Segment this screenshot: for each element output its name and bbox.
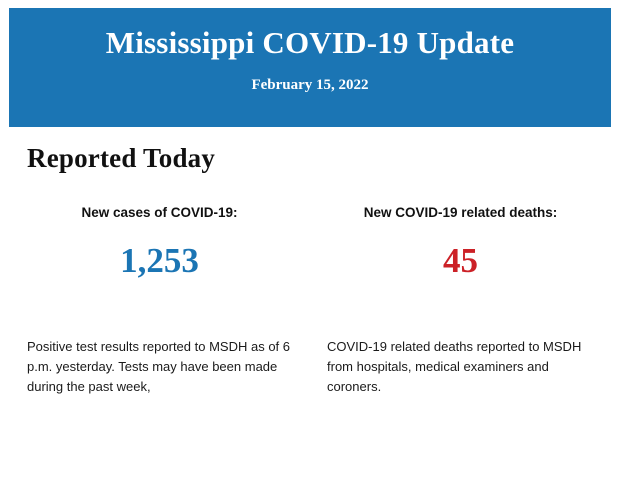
stat-new-deaths	[310, 205, 611, 281]
header-banner	[9, 8, 611, 127]
note-new-cases: Positive test results reported to MSDH as of 6 p.m. yesterday. Tests may have been made during the past week,	[27, 339, 290, 395]
stat-value-new-deaths: 45	[443, 241, 478, 281]
stats-row	[9, 205, 611, 281]
note-new-deaths: COVID-19 related deaths reported to MSDH from hospitals, medical examiners and coroners.	[327, 339, 582, 395]
page-title: Mississippi COVID-19 Update	[105, 25, 515, 60]
report-date: February 15, 2022	[251, 77, 369, 94]
section-heading: Reported Today	[27, 143, 216, 173]
stat-label-new-cases: New cases of COVID-19:	[81, 205, 238, 220]
stat-value-new-cases: 1,253	[120, 241, 199, 281]
stat-new-cases	[9, 205, 310, 281]
stat-label-new-deaths: New COVID-19 related deaths:	[363, 205, 558, 220]
notes-row	[9, 337, 611, 397]
